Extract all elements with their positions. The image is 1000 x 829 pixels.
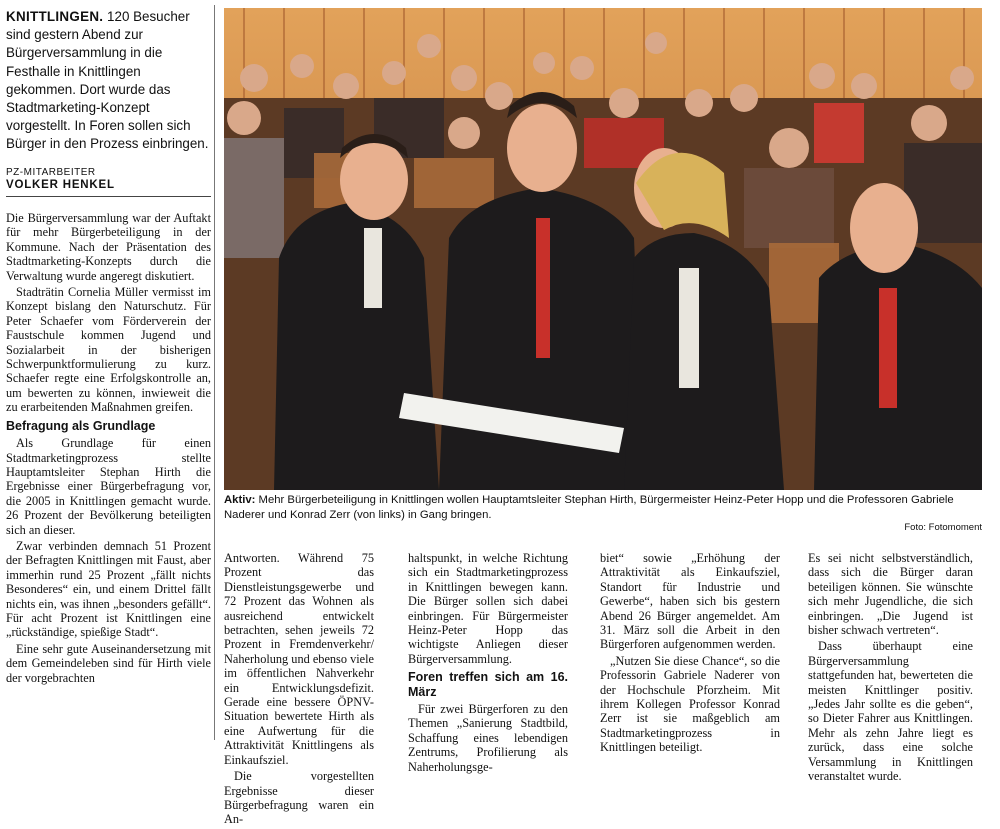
paragraph: Als Grundlage für einen Stadtmarketingprozess stellte Hauptamtsleiter Stephan Hirth die Ergebnisse einer Bürgerbefragung vor, die 2005 in Knittlingen gemacht wurde. 26 Prozent der Bevölkerung beteiligten sich an dieser. [6,436,211,537]
paragraph: Für zwei Bürgerforen zu den Themen „Sanierung Stadtbild, Schaffung eines lebendigen Zentrums, Profilierung als Naherholungsge- [408,702,568,774]
paragraph: Die Bürgerversammlung war der Auftakt für mehr Bürgerbeteiligung in der Kommune. Nach der Präsentation des Stadtmarketing-Konzepts durch die Verwaltung wurde angeregt diskutiert. [6,211,211,283]
divider [6,196,211,197]
subheading: Foren treffen sich am 16. März [408,670,568,699]
photo-credit: Foto: Fotomoment [904,522,982,533]
news-photo [224,8,982,490]
paragraph: Dass überhaupt eine Bürgerversammlung stattgefunden hat, bewerteten die meisten Knittlinger positiv. „Jedes Jahr sollte es die geben“, so Dieter Fahrer aus Knittlingen. Mehr als zehn Jahre liegt es zurück, dass eine solche Versammlung in Knittlingen veranstaltet wurde. [808,639,973,784]
byline-role: PZ-MITARBEITER [6,167,96,178]
dateline: KNITTLINGEN. [6,9,104,24]
paragraph: Stadträtin Cornelia Müller vermisst im Konzept bislang den Naturschutz. Für Peter Schaefer vom Förderverein der Faustschule kommen Jugend und Sozialarbeit in der bisherigen Schwerpunktformulierung zu kurz. Schaefer regte eine Erfolgskontrolle an, um bewerten zu können, inwieweit die zu erarbeitenden Maßnahmen greifen. [6,285,211,415]
byline [6,167,211,192]
text-column-2 [224,551,374,829]
subheading: Befragung als Grundlage [6,418,156,433]
paragraph: Antworten. Während 75 Prozent das Dienstleistungsgewerbe und 72 Prozent das Wohnen als ausreichend entwickelt betrachten, sehen jeweils 72 Prozent in Fremdenverkehr/ Naherholung und ebenso viele im öffentlichen Nahverkehr ein Entwicklungsdefizit. Gerade eine bessere ÖPNV-Situation bewertete Hirth als eine Aufwertung für die Attraktivität Knittlingens als Einkaufsziel. [224,551,374,767]
caption-text: Mehr Bürgerbeteiligung in Knittlingen wollen Hauptamtsleiter Stephan Hirth, Bürgermeister Heinz-Peter Hopp und die Professoren Gabriele Naderer und Konrad Zerr (von links) in Gang bringen. [224,494,954,521]
text-column-5 [808,551,973,786]
paragraph: Zwar verbinden demnach 51 Prozent der Befragten Knittlingen mit Faust, aber immerhin rund 25 Prozent „fällt nichts Besonderes“ ein, und einem Drittel fällt nichts ein, was ihnen „besonders gefällt“. Für acht Prozent ist Knittlingen eine „rückständige, spießige Stadt“. [6,538,211,640]
text-column-3 [408,551,568,776]
paragraph: Es sei nicht selbstverständlich, dass sich die Bürger daran beteiligen können. Sie wünschte sich mehr Jugendliche, die sich einbringen. „Die Jugend ist bisher schwach vertreten“. [808,551,973,638]
lead-text: 120 Besucher sind gestern Abend zur Bürgerversammlung in die Festhalle in Knittlingen gekommen. Dort wurde das Stadtmarketing-Konzept vorgestellt. In Foren sollen sich Bürger in den Prozess einbringen. [6,9,209,152]
paragraph: biet“ sowie „Erhöhung der Attraktivität als Einkaufsziel, Standort für Industrie und Gewerbe“, haben sich bis gestern Abend 26 Bürger angemeldet. Am 31. März soll die Arbeit in den Bürgerforen aufgenommen werden. [600,551,780,652]
paragraph: Eine sehr gute Auseinandersetzung mit dem Gemeindeleben sind für Hirth viele der vorgebrachten [6,641,211,685]
byline-author: VOLKER HENKEL [6,179,115,191]
text-column-1 [6,211,211,687]
caption-label: Aktiv: [224,494,256,506]
photo-caption [224,493,984,522]
column-divider [214,5,215,740]
paragraph: Die vorgestellten Ergebnisse dieser Bürgerbefragung waren ein An- [224,769,374,827]
article-lead [6,8,211,154]
paragraph: haltspunkt, in welche Richtung sich ein Stadtmarketingprozess in Knittlingen bewegen kann. Die Bürger sollen sich dabei einbringen. Für Bürgermeister Heinz-Peter Hopp das wichtigste Anliegen dieser Bürgerversammlung. [408,551,568,666]
paragraph: „Nutzen Sie diese Chance“, so die Professorin Gabriele Naderer von der Hochschule Pforzheim. Mit ihrem Kollegen Professor Konrad Zerr ist sie maßgeblich am Stadtmarketingprozess in Knittlingen beteiligt. [600,653,780,755]
text-column-4 [600,551,780,757]
